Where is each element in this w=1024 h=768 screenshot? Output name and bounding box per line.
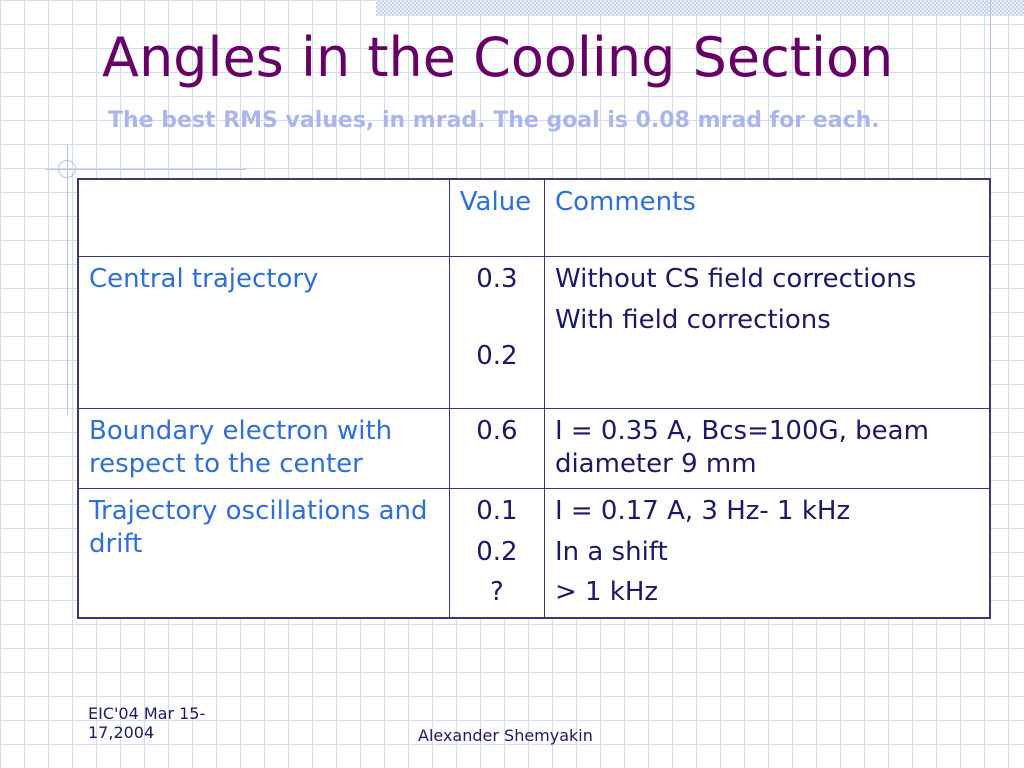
footer-author: Alexander Shemyakin — [418, 726, 593, 745]
comment-item: Without CS field corrections — [554, 264, 917, 294]
comment-item: I = 0.35 A, Bcs=100G, beam diameter 9 mm — [554, 416, 929, 479]
row-label: Boundary electron with respect to the center — [78, 409, 449, 489]
table-row — [78, 409, 990, 489]
row-label: Central trajectory — [78, 257, 449, 409]
results-table — [77, 178, 991, 619]
table-row — [78, 489, 990, 618]
decorative-top-band — [376, 0, 1024, 16]
row-label: Trajectory oscillations and drift — [78, 489, 449, 618]
value-item: 0.6 — [476, 416, 518, 446]
row-comments — [544, 257, 990, 409]
decorative-circle — [58, 160, 76, 178]
table-header-comments: Comments — [544, 179, 990, 257]
decorative-horizontal-line — [46, 169, 246, 170]
comment-item: > 1 kHz — [554, 577, 659, 607]
value-item: 0.2 — [476, 536, 518, 567]
value-item: 0.2 — [476, 340, 518, 371]
table-header-blank — [78, 179, 449, 257]
table-header-value: Value — [449, 179, 544, 257]
comment-item: In a shift — [554, 536, 668, 567]
slide-title: Angles in the Cooling Section — [102, 26, 894, 89]
row-comments — [544, 409, 990, 489]
row-values — [449, 257, 544, 409]
decorative-left-line — [67, 145, 68, 415]
slide-subtitle: The best RMS values, in mrad. The goal is 0.08 mrad for each. — [108, 108, 880, 133]
comment-item: I = 0.17 A, 3 Hz- 1 kHz — [554, 496, 851, 526]
value-item: 0.1 — [476, 496, 518, 526]
value-item: 0.3 — [476, 264, 518, 294]
table-header-row — [78, 179, 990, 257]
row-comments — [544, 489, 990, 618]
table-row — [78, 257, 990, 409]
row-values — [449, 409, 544, 489]
decorative-right-line — [990, 0, 991, 180]
footer-date: EIC'04 Mar 15-17,2004 — [88, 704, 206, 743]
row-values — [449, 489, 544, 618]
value-item: ? — [489, 577, 504, 607]
comment-item: With field corrections — [554, 304, 831, 335]
